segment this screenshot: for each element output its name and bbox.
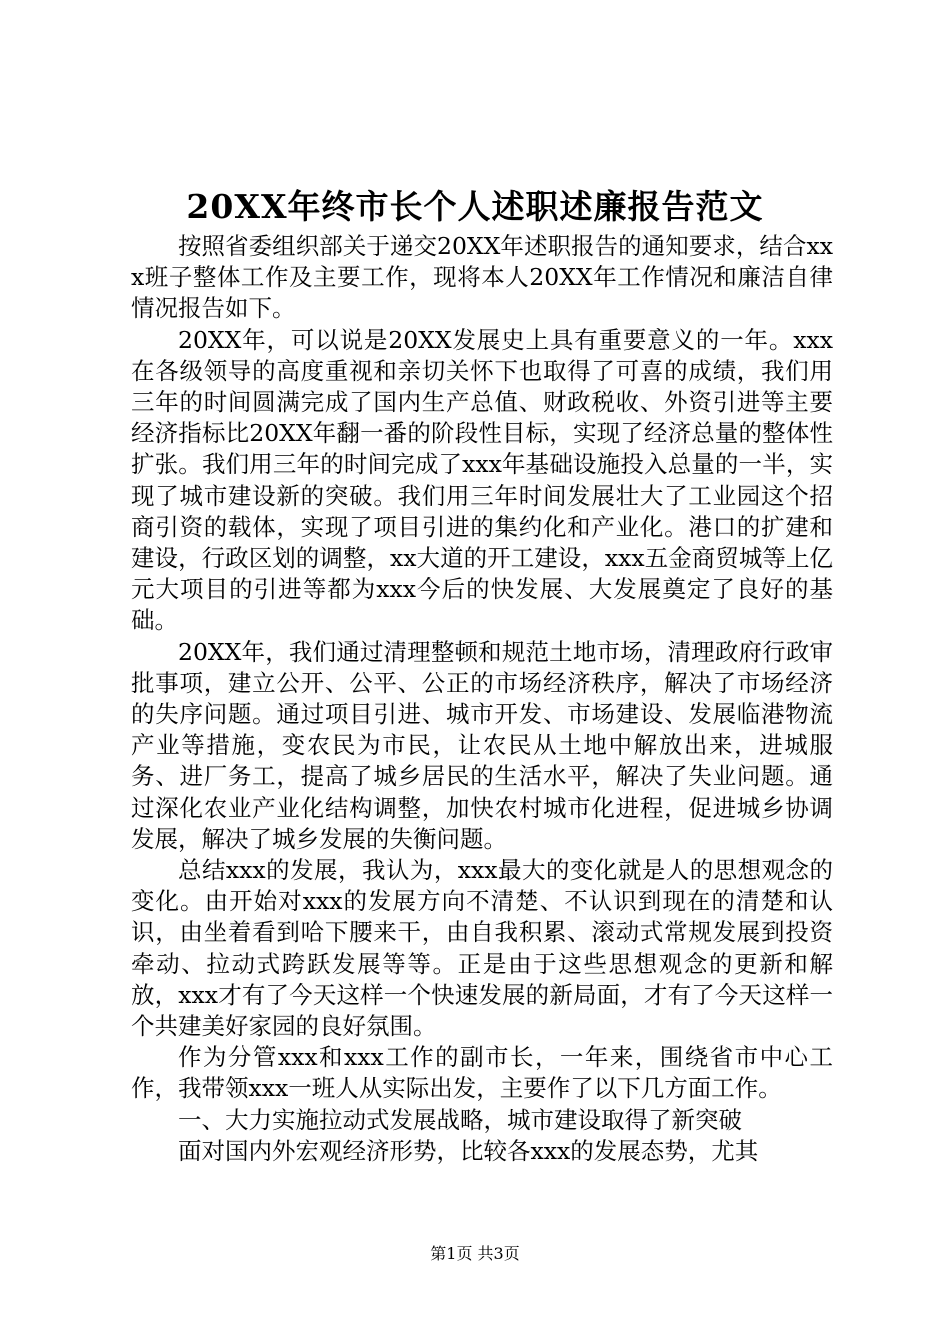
document-title: 20XX年终市长个人述职述廉报告范文	[186, 187, 764, 226]
paragraph-market-order: 20XX年，我们通过清理整顿和规范土地市场，清理政府行政审批事项，建立公开、公平、公正的市场经济秩序，解决了市场经济的失序问题。通过项目引进、城市开发、市场建设、发展临港物流产业等措施，变农民为市民，让农民从土地中解放出来，进城服务、进厂务工，提高了城乡居民的生活水平，解决了失业问题。通过深化农业产业化结构调整，加快农村城市化进程，促进城乡协调发展，解决了城乡发展的失衡问题。	[131, 637, 833, 853]
paragraph-role-summary: 作为分管xxx和xxx工作的副市长，一年来，围绕省市中心工作，我带领xxx一班人从实际出发，主要作了以下几方面工作。	[131, 1043, 833, 1103]
paragraph-intro: 按照省委组织部关于递交20XX年述职报告的通知要求，结合xxx班子整体工作及主要工作，现将本人20XX年工作情况和廉洁自律情况报告如下。	[131, 232, 833, 323]
document-body	[131, 231, 833, 1167]
paragraph-macro-situation: 面对国内外宏观经济形势，比较各xxx的发展态势，尤其	[178, 1136, 759, 1165]
paragraph-mindset-change: 总结xxx的发展，我认为，xxx最大的变化就是人的思想观念的变化。由开始对xxx的发展方向不清楚、不认识到现在的清楚和认识，由坐着看到哈下腰来干，由自我积累、滚动式常规发展到投资牵动、拉动式跨跃发展等等。正是由于这些思想观念的更新和解放，xxx才有了今天这样一个快速发展的新局面，才有了今天这样一个共建美好家园的良好氛围。	[131, 856, 833, 1041]
paragraph-achievements: 20XX年，可以说是20XX发展史上具有重要意义的一年。xxx在各级领导的高度重视和亲切关怀下也取得了可喜的成绩，我们用三年的时间圆满完成了国内生产总值、财政税收、外资引进等主要经济指标比20XX年翻一番的阶段性目标，实现了经济总量的整体性扩张。我们用三年的时间完成了xxx年基础设施投入总量的一半，实现了城市建设新的突破。我们用三年时间发展壮大了工业园这个招商引资的载体，实现了项目引进的集约化和产业化。港口的扩建和建设，行政区划的调整，xx大道的开工建设，xxx五金商贸城等上亿元大项目的引进等都为xxx今后的快发展、大发展奠定了良好的基础。	[131, 325, 833, 635]
section-heading-one: 一、大力实施拉动式发展战略，城市建设取得了新突破	[178, 1105, 742, 1134]
page-number-footer: 第1页 共3页	[430, 1244, 520, 1263]
